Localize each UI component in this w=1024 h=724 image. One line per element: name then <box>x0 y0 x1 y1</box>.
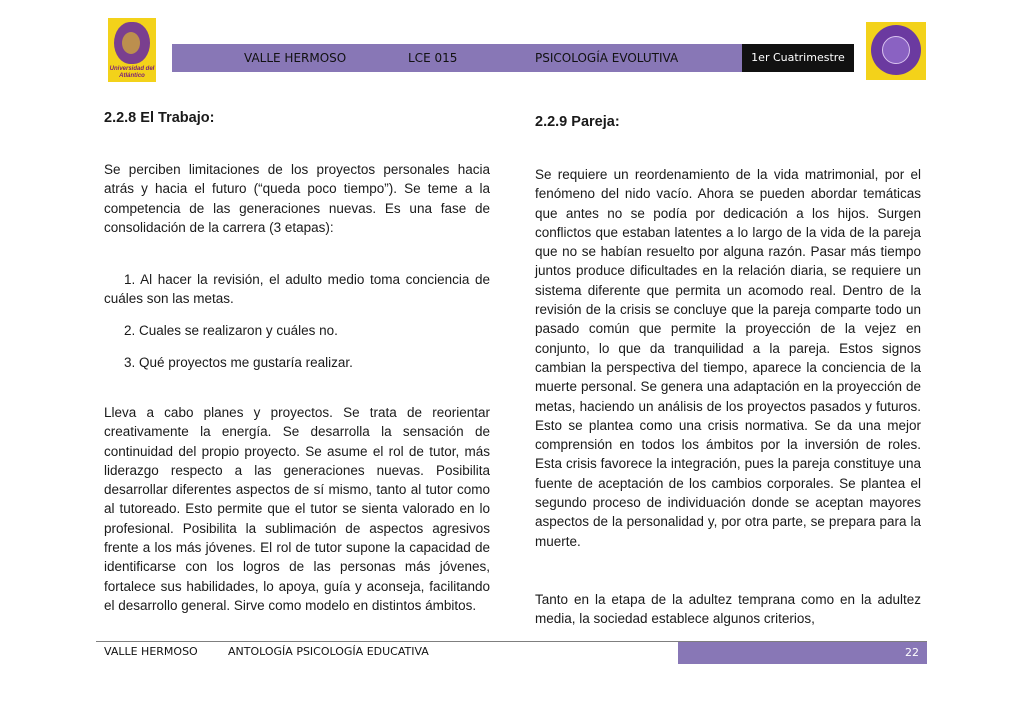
institution-seal <box>866 22 926 80</box>
list-item-1: 1. Al hacer la revisión, el adulto medio toma conciencia de cuáles son las metas. <box>104 272 490 307</box>
trabajo-body: Lleva a cabo planes y proyectos. Se trata de reorientar creativamente la energía. Se desarrolla la sensación de continuidad del propio proyecto. Se asume el rol de tutor, más liderazgo respecto a las generaciones nuevas. Posibilita desarrollar diferentes aspectos de sí mismo, tanto al tutor como al tutoreado. Esto permite que el tutor se sienta valorado en lo profesional. Posibilita la sublimación de aspectos agresivos frente a los más jóvenes. El rol de tutor supone la capacidad de identificarse con los logros de las personas más jóvenes, fortalece sus habilidades, lo apoya, guía y aconseja, facilitando el desarrollo general. Sirve como modelo en distintos ámbitos. <box>104 405 490 613</box>
section-heading-trabajo: 2.2.8 El Trabajo: <box>104 110 215 126</box>
list-item-3: 3. Qué proyectos me gustaría realizar. <box>124 355 353 370</box>
footer-title: ANTOLOGÍA PSICOLOGÍA EDUCATIVA <box>228 645 429 658</box>
page-number: 22 <box>905 646 919 659</box>
pareja-body-continued: Tanto en la etapa de la adultez temprana como en la adultez media, la sociedad establece algunos criterios, <box>535 592 921 627</box>
footer-page-bar <box>678 642 927 664</box>
header-code: LCE 015 <box>408 51 458 65</box>
header-campus: VALLE HERMOSO <box>244 51 347 65</box>
pareja-body: Se requiere un reordenamiento de la vida matrimonial, por el fenómeno del nido vacío. Ahora se pueden abordar temáticas que antes no se podía por dedicación a los hijos. Surgen conflictos que estaban latentes a lo largo de la vida de la pareja que no se habían resuelto por alguna razón. Pasar más tiempo juntos produce dificultades en la relación diaria, se requiere un sistema diferente que permita un acomodo real. Dentro de la revisión de la crisis se concluye que la pareja comparte todo un pasado común que permite la proyección de la vejez en conjunto, lo que da tranquilidad a la pareja. Estos signos cambian la perspectiva del tiempo, aparece la conciencia de la muerte personal. Se genera una adaptación en la proyección de metas, haciendo un análisis de los proyectos pasados y futuros. Esto se plantea como una crisis normativa. Se da una mejor comprensión en todos los ámbitos por la inversión de roles. Esta crisis favorece la integración, pues la pareja constituye una fuente de aceptación de los cambios corporales. Se plantea el segundo proceso de individuación donde se aceptan mayores aspectos de la personalidad y, por otra parte, se prepara para la muerte. <box>535 167 921 549</box>
logo-emblem-icon <box>114 22 150 64</box>
list-item-2: 2. Cuales se realizaron y cuáles no. <box>124 323 338 338</box>
section-heading-pareja: 2.2.9 Pareja: <box>535 114 620 130</box>
header-term: 1er Cuatrimestre <box>742 44 854 72</box>
header-subject: PSICOLOGÍA EVOLUTIVA <box>535 51 679 65</box>
logo-text: Universidad del Atlántico <box>109 66 155 79</box>
seal-icon <box>871 25 921 75</box>
university-logo <box>108 18 156 82</box>
trabajo-intro: Se perciben limitaciones de los proyectos personales hacia atrás y hacia el futuro (“queda poco tiempo”). Se teme a la competencia de las generaciones nuevas. Es una fase de consolidación de la carrera (3 etapas): <box>104 162 490 235</box>
header-bar <box>172 44 742 72</box>
footer-campus: VALLE HERMOSO <box>104 645 198 658</box>
